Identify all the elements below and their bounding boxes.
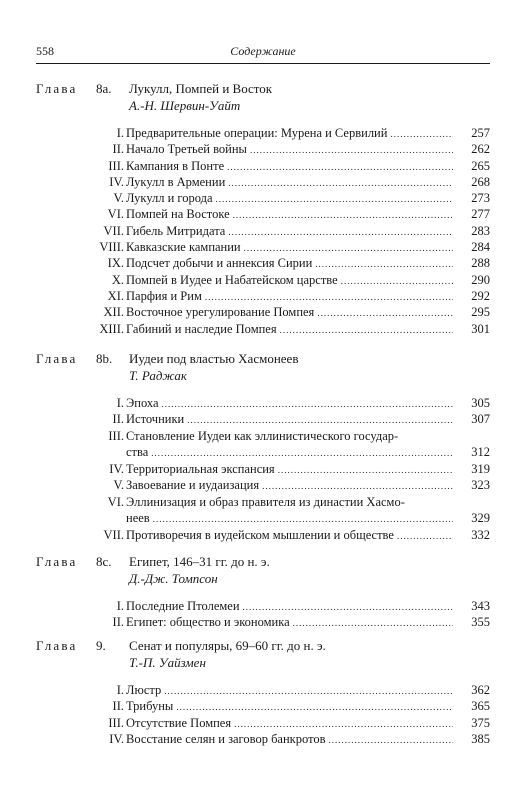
section-title: Трибуны bbox=[126, 699, 174, 714]
toc-entry[interactable] bbox=[36, 239, 490, 255]
section-numeral: II. bbox=[112, 615, 124, 630]
toc-entry[interactable] bbox=[36, 158, 490, 174]
section-title: Начало Третьей войны bbox=[126, 142, 247, 157]
toc-entry[interactable] bbox=[36, 527, 490, 543]
chapter-heading bbox=[36, 350, 490, 367]
chapter-author: Т.-П. Уайзмен bbox=[129, 655, 206, 670]
page-number: 558 bbox=[36, 44, 54, 58]
toc-entry[interactable] bbox=[36, 614, 490, 630]
page-ref: 290 bbox=[471, 272, 490, 287]
page-ref: 375 bbox=[471, 715, 490, 730]
dot-leader bbox=[164, 683, 453, 699]
dot-leader bbox=[187, 412, 453, 428]
dot-leader bbox=[293, 615, 453, 631]
page-ref: 355 bbox=[471, 615, 490, 630]
chapter-author: А.-Н. Шервин-Уайт bbox=[129, 98, 241, 113]
section-title-continued: ства bbox=[126, 444, 149, 459]
chapter-block bbox=[36, 637, 490, 747]
page-ref: 385 bbox=[471, 731, 490, 746]
toc-entry[interactable] bbox=[36, 461, 490, 477]
section-title: Отсутствие Помпея bbox=[126, 715, 232, 730]
dot-leader bbox=[250, 142, 453, 158]
dot-leader bbox=[315, 256, 453, 272]
dot-leader bbox=[329, 732, 453, 748]
chapter-author: Т. Раджак bbox=[129, 368, 187, 383]
section-numeral: II. bbox=[112, 412, 124, 427]
dot-leader bbox=[278, 462, 453, 478]
chapter-number: 8b. bbox=[96, 351, 113, 366]
chapter-word: Глава bbox=[36, 351, 78, 366]
toc-entry[interactable] bbox=[36, 411, 490, 427]
section-numeral: VIII. bbox=[99, 240, 124, 255]
chapter-heading bbox=[36, 80, 490, 97]
section-title: Завоевание и иудаизация bbox=[126, 478, 260, 493]
page-ref: 319 bbox=[471, 462, 490, 477]
dot-leader bbox=[243, 599, 453, 615]
toc-entry[interactable] bbox=[36, 682, 490, 698]
section-numeral: XIII. bbox=[99, 321, 124, 336]
page-ref: 292 bbox=[471, 288, 490, 303]
dot-leader bbox=[262, 478, 453, 494]
toc-entry[interactable] bbox=[36, 288, 490, 304]
toc-entry[interactable] bbox=[36, 272, 490, 288]
page-ref: 332 bbox=[471, 528, 490, 543]
section-numeral: II. bbox=[112, 699, 124, 714]
page-ref: 277 bbox=[471, 207, 490, 222]
page-ref: 257 bbox=[471, 126, 490, 140]
dot-leader bbox=[227, 159, 453, 175]
section-title: Кавказские кампании bbox=[126, 240, 241, 255]
section-numeral: X. bbox=[111, 272, 124, 287]
toc-entry[interactable] bbox=[36, 174, 490, 190]
page-ref: 365 bbox=[471, 699, 490, 714]
section-title: Помпей в Иудее и Набатейском царстве bbox=[126, 272, 338, 287]
toc-entry[interactable] bbox=[36, 731, 490, 747]
toc-entry[interactable] bbox=[36, 395, 490, 411]
section-numeral: III. bbox=[108, 715, 124, 730]
page-ref: 262 bbox=[471, 142, 490, 157]
section-title: Противоречия в иудейском мышлении и обществе bbox=[126, 528, 394, 543]
section-title: Эпоха bbox=[126, 396, 159, 410]
section-title: Египет: общество и экономика bbox=[126, 615, 290, 630]
section-title: Гибель Митридата bbox=[126, 223, 226, 238]
section-numeral: V. bbox=[113, 478, 124, 493]
chapter-title: Иудеи под властью Хасмонеев bbox=[129, 351, 299, 366]
section-numeral: II. bbox=[112, 142, 124, 157]
dot-leader bbox=[228, 175, 453, 191]
section-numeral: XII. bbox=[103, 305, 124, 320]
section-numeral: I. bbox=[116, 683, 124, 697]
chapter-author: Д.-Дж. Томпсон bbox=[129, 571, 218, 586]
section-title: Лукулл в Армении bbox=[126, 174, 226, 189]
dot-leader bbox=[228, 224, 453, 240]
dot-leader bbox=[234, 716, 453, 732]
section-numeral: IX. bbox=[107, 256, 124, 271]
section-title: Восточное урегулирование Помпея bbox=[126, 305, 315, 320]
toc-entry[interactable] bbox=[36, 698, 490, 714]
section-title: Помпей на Востоке bbox=[126, 207, 230, 222]
dot-leader bbox=[390, 126, 453, 142]
dot-leader bbox=[397, 528, 453, 544]
page-ref: 295 bbox=[471, 305, 490, 320]
section-list bbox=[36, 395, 490, 544]
dot-leader bbox=[205, 289, 453, 305]
section-list bbox=[36, 682, 490, 747]
chapter-title: Египет, 146–31 гг. до н. э. bbox=[129, 554, 270, 569]
dot-leader bbox=[280, 322, 453, 338]
section-numeral: I. bbox=[116, 126, 124, 140]
page-ref: 343 bbox=[471, 599, 490, 613]
page-ref: 305 bbox=[471, 396, 490, 410]
header-rule bbox=[36, 63, 490, 64]
dot-leader bbox=[317, 305, 453, 321]
section-title: Кампания в Понте bbox=[126, 158, 225, 173]
dot-leader bbox=[244, 240, 453, 256]
toc-entry[interactable] bbox=[36, 477, 490, 493]
toc-entry[interactable] bbox=[36, 598, 490, 614]
section-numeral: IV. bbox=[109, 731, 124, 746]
section-numeral: V. bbox=[113, 191, 124, 206]
toc-entry[interactable] bbox=[36, 715, 490, 731]
section-numeral: III. bbox=[108, 428, 124, 443]
toc-entry[interactable] bbox=[36, 206, 490, 222]
section-title: Габиний и наследие Помпея bbox=[126, 321, 277, 336]
section-title: Эллинизация и образ правителя из династии Хасмо- bbox=[126, 494, 405, 509]
section-title: Становление Иудеи как эллинистического государ- bbox=[126, 428, 399, 443]
page-ref: 301 bbox=[471, 321, 490, 336]
page-ref: 307 bbox=[471, 412, 490, 427]
section-list bbox=[36, 125, 490, 337]
chapter-word: Глава bbox=[36, 638, 78, 653]
page-ref: 273 bbox=[471, 191, 490, 206]
page-header bbox=[36, 44, 490, 62]
chapter-heading bbox=[36, 637, 490, 654]
toc-entry[interactable] bbox=[36, 141, 490, 157]
section-numeral: XI. bbox=[107, 288, 124, 303]
chapter-number: 8c. bbox=[96, 554, 112, 569]
dot-leader bbox=[162, 396, 453, 412]
toc-entry[interactable] bbox=[36, 321, 490, 337]
section-numeral: I. bbox=[116, 599, 124, 613]
chapter-number: 8a. bbox=[96, 81, 112, 96]
section-title: Лукулл и города bbox=[126, 191, 213, 206]
dot-leader bbox=[216, 191, 453, 207]
page-ref: 288 bbox=[471, 256, 490, 271]
section-title: Подсчет добычи и аннексия Сирии bbox=[126, 256, 313, 271]
dot-leader bbox=[233, 207, 453, 223]
section-title: Территориальная экспансия bbox=[126, 462, 275, 477]
page-ref: 329 bbox=[471, 511, 490, 526]
page-ref: 362 bbox=[471, 683, 490, 697]
chapter-title: Лукулл, Помпей и Восток bbox=[129, 81, 273, 96]
chapter-block bbox=[36, 80, 490, 337]
page-ref: 323 bbox=[471, 478, 490, 493]
page-ref: 265 bbox=[471, 158, 490, 173]
toc-entry[interactable] bbox=[36, 125, 490, 141]
section-title: Последние Птолемеи bbox=[126, 599, 240, 613]
page-ref: 312 bbox=[471, 444, 490, 459]
section-numeral: I. bbox=[116, 396, 124, 410]
toc-entry[interactable] bbox=[36, 428, 490, 462]
section-title: Парфия и Рим bbox=[126, 288, 202, 303]
chapter-title: Сенат и популяры, 69–60 гг. до н. э. bbox=[129, 638, 326, 653]
section-numeral: IV. bbox=[109, 462, 124, 477]
section-numeral: VII. bbox=[103, 528, 124, 543]
running-title: Содержание bbox=[230, 44, 296, 58]
section-numeral: IV. bbox=[109, 174, 124, 189]
toc-entry[interactable] bbox=[36, 223, 490, 239]
section-title: Восстание селян и заговор банкротов bbox=[126, 731, 326, 746]
page-ref: 284 bbox=[471, 240, 490, 255]
section-list bbox=[36, 598, 490, 631]
page-ref: 283 bbox=[471, 223, 490, 238]
page-ref: 268 bbox=[471, 174, 490, 189]
section-title: Предварительные операции: Мурена и Сервилий bbox=[126, 126, 388, 140]
chapter-number: 9. bbox=[96, 638, 106, 653]
chapter-word: Глава bbox=[36, 81, 78, 96]
toc-entry[interactable] bbox=[36, 494, 490, 528]
toc-entry[interactable] bbox=[36, 190, 490, 206]
chapter-heading bbox=[36, 553, 490, 570]
section-numeral: III. bbox=[108, 158, 124, 173]
section-numeral: VI. bbox=[107, 494, 124, 509]
chapter-block bbox=[36, 350, 490, 544]
dot-leader bbox=[176, 699, 453, 715]
toc-entry[interactable] bbox=[36, 304, 490, 320]
dot-leader bbox=[151, 445, 453, 461]
dot-leader bbox=[153, 511, 453, 527]
section-numeral: VI. bbox=[107, 207, 124, 222]
section-title-continued: неев bbox=[126, 511, 150, 526]
chapter-block bbox=[36, 553, 490, 631]
toc-entry[interactable] bbox=[36, 255, 490, 271]
dot-leader bbox=[341, 273, 453, 289]
section-numeral: VII. bbox=[103, 223, 124, 238]
chapter-word: Глава bbox=[36, 554, 78, 569]
section-title: Люстр bbox=[126, 683, 162, 697]
section-title: Источники bbox=[126, 412, 185, 427]
